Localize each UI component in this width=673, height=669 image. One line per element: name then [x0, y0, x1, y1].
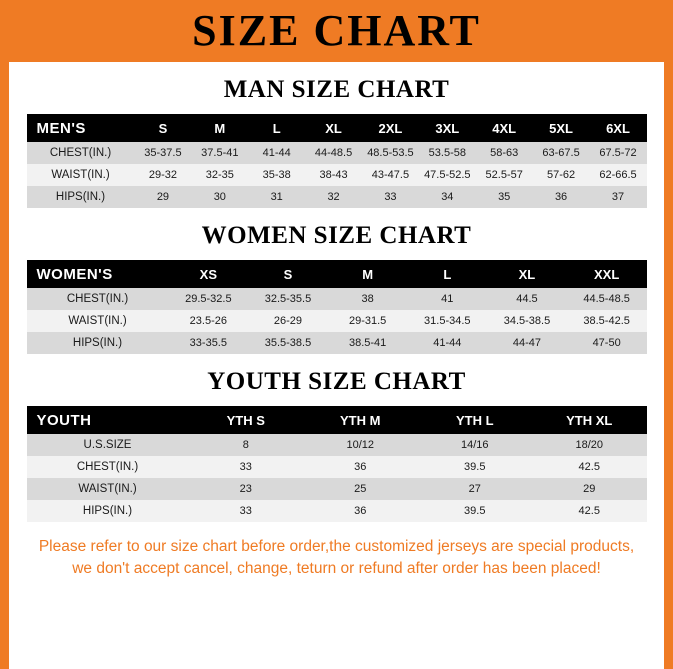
men-row0-cell7: 58-63 — [476, 142, 533, 164]
women-row2-cell5: 44-47 — [487, 332, 567, 354]
youth-section-title: YOUTH SIZE CHART — [207, 368, 466, 395]
table-row — [27, 434, 647, 456]
table-row — [27, 186, 647, 208]
youth-row3-cell0: HIPS(IN.) — [27, 500, 189, 522]
men-row0-cell1: 35-37.5 — [135, 142, 192, 164]
table-row — [27, 310, 647, 332]
youth-row0-cell4: 18/20 — [532, 434, 647, 456]
women-row2-cell1: 33-35.5 — [169, 332, 249, 354]
table-header-row — [27, 114, 647, 142]
youth-row2-cell4: 29 — [532, 478, 647, 500]
men-row1-cell1: 29-32 — [135, 164, 192, 186]
youth-row2-cell3: 27 — [418, 478, 533, 500]
youth-header-cell-2: YTH M — [303, 406, 418, 434]
men-row0-cell0: CHEST(IN.) — [27, 142, 135, 164]
women-row0-cell0: CHEST(IN.) — [27, 288, 169, 310]
men-row1-cell7: 52.5-57 — [476, 164, 533, 186]
youth-row3-cell3: 39.5 — [418, 500, 533, 522]
women-row2-cell0: HIPS(IN.) — [27, 332, 169, 354]
women-header-cell-3: M — [328, 260, 408, 288]
men-section-title: MAN SIZE CHART — [223, 76, 450, 103]
men-header-cell-8: 5XL — [533, 114, 590, 142]
men-row1-cell9: 62-66.5 — [590, 164, 647, 186]
men-header-cell-3: L — [248, 114, 305, 142]
page-title: SIZE CHART — [192, 6, 481, 55]
youth-size-table — [27, 406, 647, 522]
youth-row3-cell4: 42.5 — [532, 500, 647, 522]
youth-header-cell-1: YTH S — [189, 406, 304, 434]
women-row0-cell3: 38 — [328, 288, 408, 310]
men-row0-cell4: 44-48.5 — [305, 142, 362, 164]
men-header-cell-5: 2XL — [362, 114, 419, 142]
table-row — [27, 164, 647, 186]
youth-row0-cell1: 8 — [189, 434, 304, 456]
women-header-cell-2: S — [248, 260, 328, 288]
men-row2-cell1: 29 — [135, 186, 192, 208]
footer-line-1: Please refer to our size chart before order,the customized jerseys are special products, — [38, 538, 635, 555]
women-row2-cell4: 41-44 — [407, 332, 487, 354]
men-row0-cell9: 67.5-72 — [590, 142, 647, 164]
table-header-row — [27, 260, 647, 288]
women-header-cell-5: XL — [487, 260, 567, 288]
youth-row0-cell3: 14/16 — [418, 434, 533, 456]
women-row0-cell4: 41 — [407, 288, 487, 310]
men-row1-cell0: WAIST(IN.) — [27, 164, 135, 186]
men-row0-cell6: 53.5-58 — [419, 142, 476, 164]
table-row — [27, 478, 647, 500]
women-row0-cell6: 44.5-48.5 — [567, 288, 647, 310]
women-row1-cell0: WAIST(IN.) — [27, 310, 169, 332]
men-row0-cell8: 63-67.5 — [533, 142, 590, 164]
women-row2-cell2: 35.5-38.5 — [248, 332, 328, 354]
men-size-table — [27, 114, 647, 208]
youth-row1-cell3: 39.5 — [418, 456, 533, 478]
women-header-cell-4: L — [407, 260, 487, 288]
men-row1-cell2: 32-35 — [191, 164, 248, 186]
youth-row1-cell2: 36 — [303, 456, 418, 478]
men-header-cell-0: MEN'S — [27, 114, 135, 142]
youth-row2-cell0: WAIST(IN.) — [27, 478, 189, 500]
women-row0-cell2: 32.5-35.5 — [248, 288, 328, 310]
men-row2-cell4: 32 — [305, 186, 362, 208]
women-section-title: WOMEN SIZE CHART — [201, 222, 472, 249]
youth-row0-cell0: U.S.SIZE — [27, 434, 189, 456]
table-row — [27, 288, 647, 310]
women-row1-cell1: 23.5-26 — [169, 310, 249, 332]
women-row2-cell6: 47-50 — [567, 332, 647, 354]
men-header-cell-9: 6XL — [590, 114, 647, 142]
footer-note — [9, 536, 664, 581]
men-row0-cell2: 37.5-41 — [191, 142, 248, 164]
women-row1-cell5: 34.5-38.5 — [487, 310, 567, 332]
women-row2-cell3: 38.5-41 — [328, 332, 408, 354]
table-row — [27, 332, 647, 354]
youth-row1-cell0: CHEST(IN.) — [27, 456, 189, 478]
men-row2-cell7: 35 — [476, 186, 533, 208]
men-row2-cell2: 30 — [191, 186, 248, 208]
men-header-cell-2: M — [191, 114, 248, 142]
women-row0-cell5: 44.5 — [487, 288, 567, 310]
men-row0-cell3: 41-44 — [248, 142, 305, 164]
youth-header-cell-4: YTH XL — [532, 406, 647, 434]
men-header-cell-1: S — [135, 114, 192, 142]
women-row0-cell1: 29.5-32.5 — [169, 288, 249, 310]
women-size-table — [27, 260, 647, 354]
men-row1-cell8: 57-62 — [533, 164, 590, 186]
youth-row0-cell2: 10/12 — [303, 434, 418, 456]
youth-row2-cell1: 23 — [189, 478, 304, 500]
footer-line-2: we don't accept cancel, change, teturn or refund after order has been placed! — [72, 560, 601, 578]
men-header-cell-7: 4XL — [476, 114, 533, 142]
men-row2-cell6: 34 — [419, 186, 476, 208]
women-header-cell-6: XXL — [567, 260, 647, 288]
youth-row1-cell1: 33 — [189, 456, 304, 478]
men-row2-cell8: 36 — [533, 186, 590, 208]
women-row1-cell6: 38.5-42.5 — [567, 310, 647, 332]
youth-header-cell-3: YTH L — [418, 406, 533, 434]
men-row0-cell5: 48.5-53.5 — [362, 142, 419, 164]
youth-row2-cell2: 25 — [303, 478, 418, 500]
youth-row3-cell1: 33 — [189, 500, 304, 522]
table-row — [27, 500, 647, 522]
men-row1-cell4: 38-43 — [305, 164, 362, 186]
women-header-cell-1: XS — [169, 260, 249, 288]
women-row1-cell2: 26-29 — [248, 310, 328, 332]
page-banner — [9, 0, 664, 62]
women-row1-cell3: 29-31.5 — [328, 310, 408, 332]
men-row2-cell5: 33 — [362, 186, 419, 208]
table-row — [27, 456, 647, 478]
table-header-row — [27, 406, 647, 434]
youth-row1-cell4: 42.5 — [532, 456, 647, 478]
youth-header-cell-0: YOUTH — [27, 406, 189, 434]
men-header-cell-6: 3XL — [419, 114, 476, 142]
table-row — [27, 142, 647, 164]
men-header-cell-4: XL — [305, 114, 362, 142]
men-row1-cell5: 43-47.5 — [362, 164, 419, 186]
men-row1-cell3: 35-38 — [248, 164, 305, 186]
men-row2-cell3: 31 — [248, 186, 305, 208]
men-row2-cell0: HIPS(IN.) — [27, 186, 135, 208]
men-row1-cell6: 47.5-52.5 — [419, 164, 476, 186]
women-header-cell-0: WOMEN'S — [27, 260, 169, 288]
women-row1-cell4: 31.5-34.5 — [407, 310, 487, 332]
men-row2-cell9: 37 — [590, 186, 647, 208]
youth-row3-cell2: 36 — [303, 500, 418, 522]
